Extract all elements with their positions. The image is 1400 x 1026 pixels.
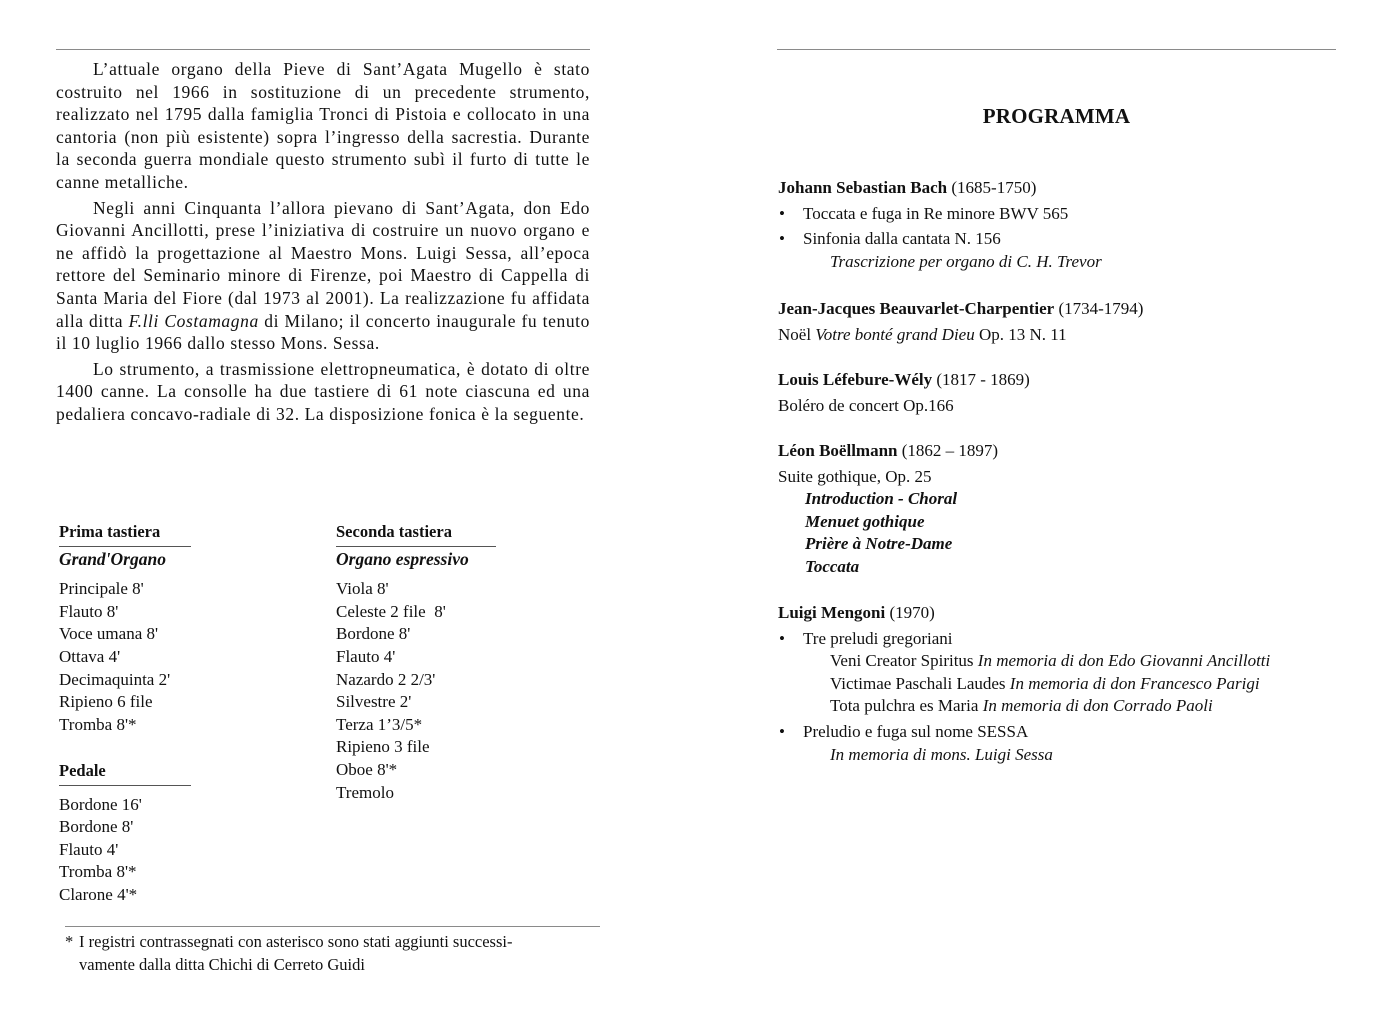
stop-item: Flauto 4' xyxy=(59,839,119,859)
work-title: Boléro de concert Op.166 xyxy=(778,395,954,415)
stop-item: Terza 1’3/5* xyxy=(336,714,423,734)
work-title: Sinfonia dalla cantata N. 156 xyxy=(803,229,1001,249)
composer-dates: (1817 - 1869) xyxy=(932,370,1030,389)
manual-1-stops xyxy=(59,578,191,736)
intro-paragraph-2 xyxy=(56,197,590,355)
footnote-text: I registri contrassegnati con asterisco sono stati aggiunti successi- xyxy=(79,932,513,951)
text-run: Op. 13 N. 11 xyxy=(974,324,1067,344)
composer-bach xyxy=(778,177,1102,273)
work-item xyxy=(778,628,1270,651)
movement: Introduction - Choral xyxy=(805,489,958,509)
prelude-item xyxy=(778,695,1270,718)
composer-lefebure xyxy=(778,369,1030,417)
composer-mengoni xyxy=(778,602,1270,766)
stop-item: Ripieno 6 file xyxy=(59,692,153,712)
manual-1-heading: Prima tastiera xyxy=(59,521,191,547)
prelude-title: Veni Creator Spiritus xyxy=(830,651,978,671)
work-item xyxy=(778,203,1102,226)
movement: Prière à Notre-Dame xyxy=(805,534,953,554)
composer-heading xyxy=(778,177,1102,200)
manual-2-subheading: Organo espressivo xyxy=(336,548,469,569)
top-rule-left xyxy=(56,49,590,50)
pedal-stops xyxy=(59,794,191,907)
work-title: Suite gothique, Op. 25 xyxy=(778,466,932,486)
composer-heading xyxy=(778,298,1143,321)
pedal-stoplist xyxy=(59,760,191,907)
prelude-item xyxy=(778,650,1270,673)
composer-dates: (1685-1750) xyxy=(947,178,1037,197)
composer-dates: (1970) xyxy=(885,603,935,622)
intro-paragraph-3: Lo strumento, a trasmissione elettropneumatica, è dotato di oltre 1400 canne. La consolle ha due tastiere di 61 note ciascuna ed una pedaliera concavo-radiale di 32. La disposizione fonica è la seguente. xyxy=(56,358,590,424)
stop-item: Ripieno 3 file xyxy=(336,737,430,757)
footnote-rule xyxy=(65,926,600,927)
stop-item: Flauto 8' xyxy=(59,601,119,621)
text-run: Noël xyxy=(778,324,816,344)
stop-item: Bordone 16' xyxy=(59,794,142,814)
composer-boellmann xyxy=(778,440,998,579)
footnote xyxy=(65,931,600,976)
bullet-icon: • xyxy=(779,628,785,648)
intro-paragraph-1: L’attuale organo della Pieve di Sant’Agata Mugello è stato costruito nel 1966 in sostituzione di un precedente strumento, realizzato nel 1795 dalla famiglia Tronci di Pistoia e collocato in una cantoria (non più esistente) sopra l’ingresso della sacrestia. Durante la seconda guerra mondiale questo strumento subì il furto di tutte le canne metalliche. xyxy=(56,59,590,192)
stop-item: Principale 8' xyxy=(59,579,144,599)
stop-item: Silvestre 2' xyxy=(336,692,412,712)
composer-dates: (1734-1794) xyxy=(1054,299,1144,318)
footnote-line-1 xyxy=(65,931,600,954)
work-dedication: In memoria di mons. Luigi Sessa xyxy=(830,744,1053,764)
work-note: Trascrizione per organo di C. H. Trevor xyxy=(830,251,1102,271)
footnote-line-2: vamente dalla ditta Chichi di Cerreto Guidi xyxy=(79,954,365,974)
composer-name: Luigi Mengoni xyxy=(778,603,886,622)
manual-2-stoplist xyxy=(336,521,496,804)
composer-name: Louis Léfebure-Wély xyxy=(778,370,933,389)
stop-item: Celeste 2 file 8' xyxy=(336,601,446,621)
text-run: Negli anni Cinquanta l’allora pievano di Sant’Agata, don Edo Giovanni Ancillotti, prese l’iniziativa di costruire un nuovo organo e ne affidò la progettazione al Maestro Mons. Luigi Sessa, all’epoca rettore del Seminario minore di Firenze, poi Maestro di Cappella di Santa Maria del Fiore (dal 1973 al 2001). La realizzazione fu affidata alla ditta xyxy=(56,197,590,331)
composer-beauvarlet xyxy=(778,298,1143,346)
intro-text xyxy=(56,58,590,429)
bullet-icon: • xyxy=(779,203,785,223)
composer-name: Léon Boëllmann xyxy=(778,441,898,460)
stop-item: Flauto 4' xyxy=(336,646,396,666)
pedal-heading: Pedale xyxy=(59,760,191,786)
composer-heading xyxy=(778,602,1270,625)
stop-item: Tromba 8'* xyxy=(59,714,137,734)
stop-item: Voce umana 8' xyxy=(59,624,159,644)
program-title: PROGRAMMA xyxy=(982,104,1131,128)
footnote-marker: * xyxy=(65,932,74,951)
stop-item: Nazardo 2 2/3' xyxy=(336,669,436,689)
work-title: Toccata e fuga in Re minore BWV 565 xyxy=(803,203,1069,223)
work-item xyxy=(778,721,1270,744)
prelude-title: Victimae Paschali Laudes xyxy=(830,673,1010,693)
top-rule-right xyxy=(777,49,1336,50)
composer-name: Johann Sebastian Bach xyxy=(778,178,948,197)
stop-item: Bordone 8' xyxy=(336,624,411,644)
manual-1-stoplist xyxy=(59,521,191,736)
text-run: di Milano; il concerto inaugurale fu tenuto il 10 luglio 1966 dallo stesso Mons. Sessa. xyxy=(56,310,590,354)
stop-item: Decimaquinta 2' xyxy=(59,669,171,689)
stop-item: Oboe 8'* xyxy=(336,759,398,779)
prelude-item xyxy=(778,673,1270,696)
stop-item: Clarone 4'* xyxy=(59,884,138,904)
manual-1-subheading: Grand'Organo xyxy=(59,548,166,569)
composer-heading xyxy=(778,369,1030,392)
composer-dates: (1862 – 1897) xyxy=(897,441,999,460)
prelude-dedication: In memoria di don Corrado Paoli xyxy=(982,696,1213,716)
stop-item: Ottava 4' xyxy=(59,646,121,666)
bullet-icon: • xyxy=(779,721,785,741)
composer-name: Jean-Jacques Beauvarlet-Charpentier xyxy=(778,299,1055,318)
work-title xyxy=(778,324,1143,347)
manual-2-heading: Seconda tastiera xyxy=(336,521,496,547)
movement: Toccata xyxy=(805,556,860,576)
manual-2-stops xyxy=(336,578,496,804)
stop-item: Tremolo xyxy=(336,782,394,802)
stop-item: Viola 8' xyxy=(336,579,389,599)
composer-heading xyxy=(778,440,998,463)
text-run: Votre bonté grand Dieu xyxy=(815,324,975,344)
bullet-icon: • xyxy=(779,229,785,249)
prelude-title: Tota pulchra es Maria xyxy=(830,696,983,716)
work-title: Preludio e fuga sul nome SESSA xyxy=(803,721,1029,741)
movement: Menuet gothique xyxy=(805,511,925,531)
stop-item: Tromba 8'* xyxy=(59,862,137,882)
work-title: Tre preludi gregoriani xyxy=(803,628,953,648)
work-item xyxy=(778,228,1102,251)
builder-name: F.lli Costamagna xyxy=(128,310,259,331)
stop-item: Bordone 8' xyxy=(59,817,134,837)
prelude-dedication: In memoria di don Edo Giovanni Ancillotti xyxy=(977,651,1271,671)
prelude-dedication: In memoria di don Francesco Parigi xyxy=(1009,673,1260,693)
